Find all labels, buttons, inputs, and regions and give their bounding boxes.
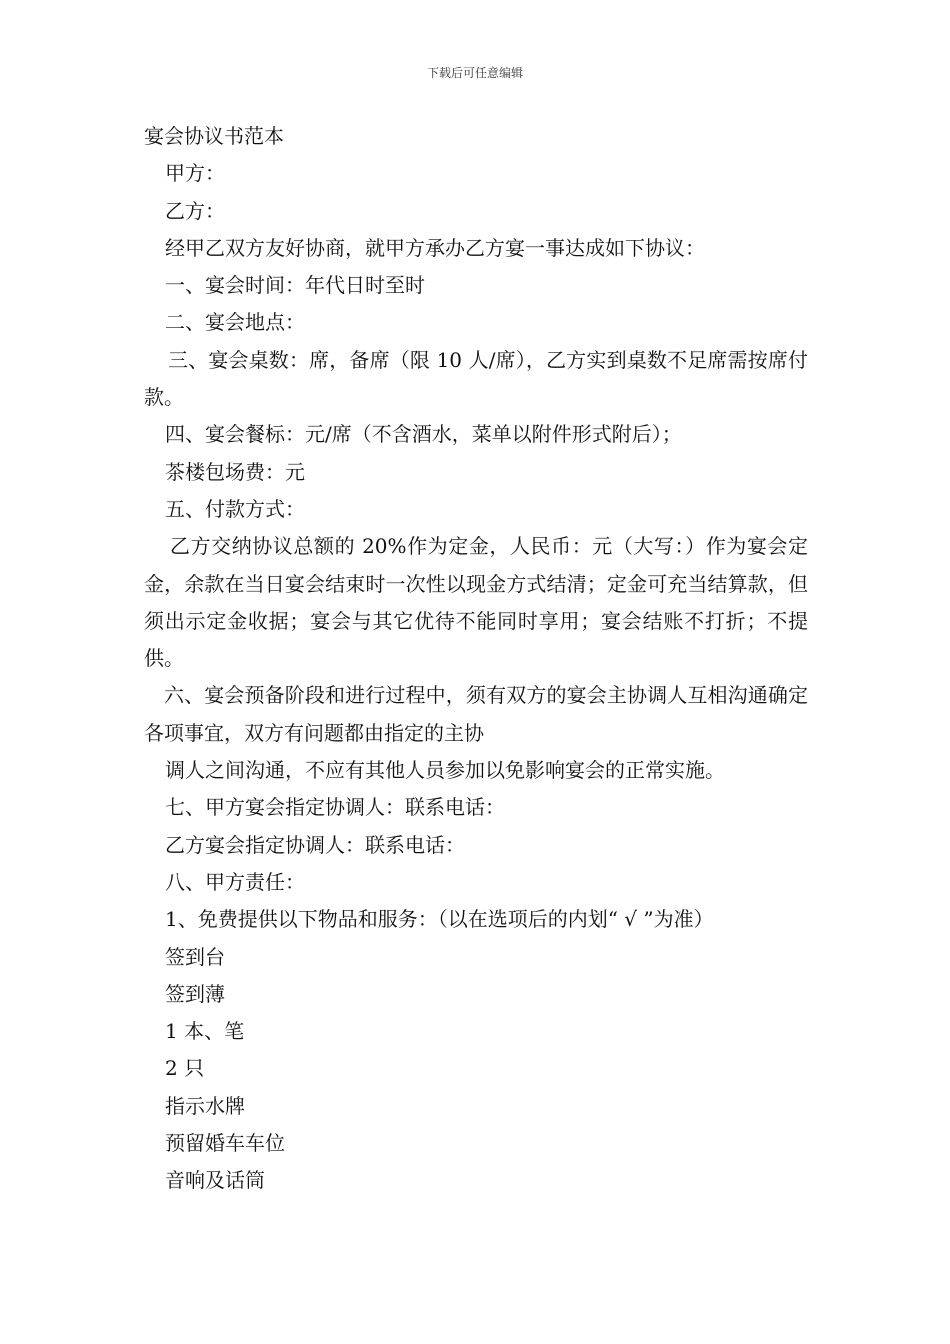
party-a-line: 甲方： <box>165 161 225 186</box>
clause-5-payment: 五、付款方式： <box>165 496 305 521</box>
list-item: 指示水牌 <box>165 1093 245 1118</box>
clause-3-tables: 三、宴会桌数：席，备席（限 10 人/席），乙方实到桌数不足席需按席付款。 <box>144 347 808 410</box>
clause-2-venue: 二、宴会地点： <box>165 310 305 335</box>
page-header-note: 下载后可任意编辑 <box>426 66 523 80</box>
agreement-intro: 经甲乙双方友好协商，就甲方承办乙方宴一事达成如下协议： <box>165 235 705 260</box>
list-item: 预留婚车车位 <box>165 1131 285 1156</box>
list-item: 签到台 <box>165 944 225 969</box>
clause-6-continued: 调人之间沟通，不应有其他人员参加以免影响宴会的正常实施。 <box>165 758 725 783</box>
clause-6-coordination: 六、宴会预备阶段和进行过程中，须有双方的宴会主协调人互相沟通确定各项事宜，双方有问题都由指定的主协 <box>144 683 808 745</box>
document-body <box>144 118 808 1200</box>
teahouse-fee: 茶楼包场费：元 <box>165 459 305 484</box>
clause-8-party-a-duties: 八、甲方责任： <box>165 869 305 894</box>
list-item: 2 只 <box>165 1056 205 1081</box>
party-b-line: 乙方： <box>165 198 225 223</box>
list-item: 1 本、笔 <box>165 1019 245 1044</box>
payment-details: 乙方交纳协议总额的 20%作为定金，人民币：元（大写：）作为宴会定金，余款在当日宴会结束时一次性以现金方式结清；定金可充当结算款，但须出示定金收据；宴会与其它优待不能同时享用；宴会结账不打折；不提供。 <box>144 534 808 671</box>
document-title: 宴会协议书范本 <box>144 124 284 148</box>
clause-1-time: 一、宴会时间：年代日时至时 <box>165 273 425 298</box>
clause-7-party-a-contact: 七、甲方宴会指定协调人：联系电话： <box>165 795 505 820</box>
list-item: 签到薄 <box>165 981 225 1006</box>
party-b-contact: 乙方宴会指定协调人：联系电话： <box>165 832 465 857</box>
list-item: 音响及话筒 <box>165 1168 265 1193</box>
clause-4-price: 四、宴会餐标：元/席（不含酒水，菜单以附件形式附后）； <box>165 422 682 447</box>
duty-1-free-items: 1、免费提供以下物品和服务：（以在选项后的内划“ √ ”为准） <box>165 907 714 932</box>
